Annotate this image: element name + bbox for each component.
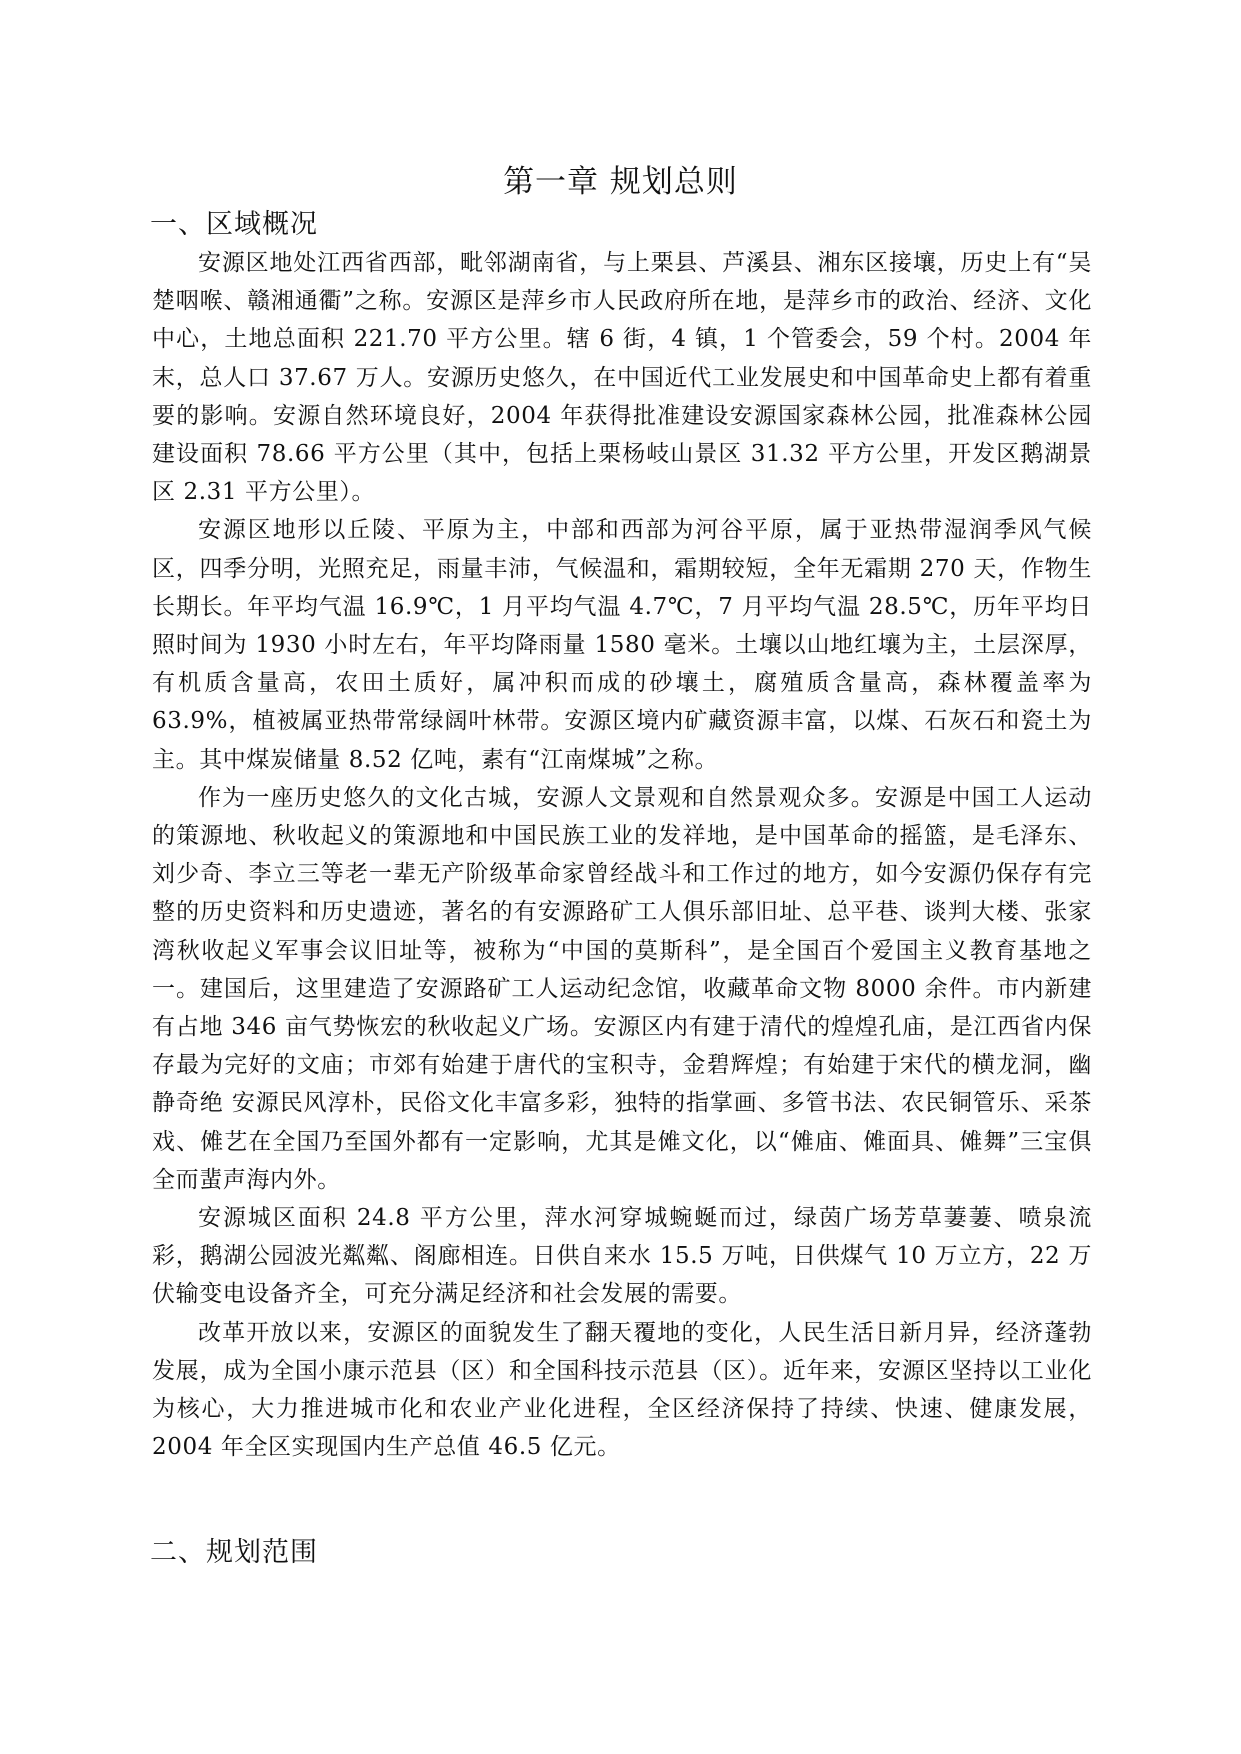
paragraph-history-culture: 作为一座历史悠久的文化古城，安源人文景观和自然景观众多。安源是中国工人运动的策源地、秋收起义的策源地和中国民族工业的发祥地，是中国革命的摇篮，是毛泽东、刘少奇、李立三等老一辈无产阶级革命家曾经战斗和工作过的地方，如今安源仍保存有完整的历史资料和历史遗迹，著名的有安源路矿工人俱乐部旧址、总平巷、谈判大楼、张家湾秋收起义军事会议旧址等，被称为“中国的莫斯科”，是全国百个爱国主义教育基地之一。建国后，这里建造了安源路矿工人运动纪念馆，收藏革命文物 8000 余件。市内新建有占地 346 亩气势恢宏的秋收起义广场。安源区内有建于清代的煌煌孔庙，是江西省内保存最为完好的文庙；市郊有始建于唐代的宝积寺，金碧辉煌；有始建于宋代的横龙洞，幽静奇绝 安源民风淳朴，民俗文化丰富多彩，独特的指掌画、多管书法、农民铜管乐、采茶戏、傩艺在全国乃至国外都有一定影响，尤其是傩文化，以“傩庙、傩面具、傩舞”三宝俱全而蜚声海内外。 <box>152 784 1092 1193</box>
section-heading-planning-scope: 二、规划范围 <box>150 1537 318 1568</box>
paragraph-urban-area: 安源城区面积 24.8 平方公里，萍水河穿城蜿蜒而过，绿茵广场芳草萋萋、喷泉流彩，鹅湖公园波光粼粼、阁廊相连。日供自来水 15.5 万吨，日供煤气 10 万立方，22 万伏输变电设备齐全，可充分满足经济和社会发展的需要。 <box>152 1205 1092 1308</box>
paragraph-terrain-climate: 安源区地形以丘陵、平原为主，中部和西部为河谷平原，属于亚热带湿润季风气候区，四季分明，光照充足，雨量丰沛，气候温和，霜期较短，全年无霜期 270 天，作物生长期长。年平均气温 16.9℃，1 月平均气温 4.7℃，7 月平均气温 28.5℃，历年平均日照时间为 1930 小时左右，年平均降雨量 1580 毫米。土壤以山地红壤为主，土层深厚，有机质含量高，农田土质好，属冲积而成的砂壤土，腐殖质含量高，森林覆盖率为 63.9%，植被属亚热带常绿阔叶林带。安源区境内矿藏资源丰富，以煤、石灰石和瓷土为主。其中煤炭储量 8.52 亿吨，素有“江南煤城”之称。 <box>152 517 1092 773</box>
paragraph-economic-development: 改革开放以来，安源区的面貌发生了翻天覆地的变化，人民生活日新月异，经济蓬勃发展，成为全国小康示范县（区）和全国科技示范县（区）。近年来，安源区坚持以工业化为核心，大力推进城市化和农业产业化进程，全区经济保持了持续、快速、健康发展，2004 年全区实现国内生产总值 46.5 亿元。 <box>152 1319 1092 1461</box>
paragraph-location-overview: 安源区地处江西省西部，毗邻湖南省，与上栗县、芦溪县、湘东区接壤，历史上有“吴楚咽喉、赣湘通衢”之称。安源区是萍乡市人民政府所在地，是萍乡市的政治、经济、文化中心，土地总面积 221.70 平方公里。辖 6 街，4 镇，1 个管委会，59 个村。2004 年末，总人口 37.67 万人。安源历史悠久，在中国近代工业发展史和中国革命史上都有着重要的影响。安源自然环境良好，2004 年获得批准建设安源国家森林公园，批准森林公园建设面积 78.66 平方公里（其中，包括上栗杨岐山景区 31.32 平方公里，开发区鹅湖景区 2.31 平方公里）。 <box>152 250 1092 506</box>
section-body-regional-overview <box>152 244 1092 1467</box>
chapter-title: 第一章 规划总则 <box>503 164 738 200</box>
section-heading-regional-overview: 一、区域概况 <box>150 209 318 240</box>
